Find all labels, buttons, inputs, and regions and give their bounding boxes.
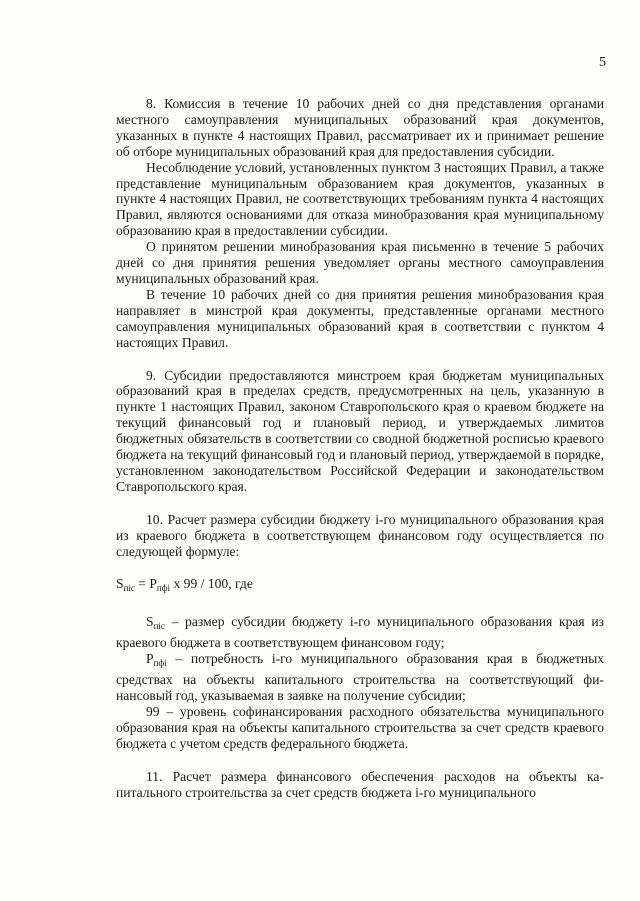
paragraph-8-refusal-grounds: Несоблюдение условий, установленных пунктом 3 настоящих Правил, а также представление муниципальным образованием края документов, указанных в пункте 4 настоящих Правил, не соответствующих требованиям пункта 4 настоящих Правил, являются основаниями для отказа минобразования края муниципальному образованию края в предоставлении субсидии. <box>116 159 604 239</box>
definition-p <box>116 651 604 704</box>
paragraph-9-subsidy-provision: 9. Субсидии предоставляются минстроем края бюджетам муниципальных образований края в пределах средств, предусмотренных на цель, указанную в пункте 1 настоящих Правил, законом Ставропольского края о краевом бюджете на текущий финансовый год и плановый период, и утверждаемых лимитов бюджетных обязательств в соответствии со сводной бюджетной росписью краевого бюджета на текущий финансовый год и плановый период, утверждаемой в порядке, установленном законодательством Российской Федерации и законодательством Ставропольского края. <box>116 367 604 494</box>
definition-p-symbol: $Р_{пфі}$ <box>146 651 167 669</box>
definition-99: 99 – уровень софинансирования расходного обязательства муниципального образования края на объекты капитального строительства за счет средств краевого бюджета с учетом средств федерального бюджета. <box>116 703 604 751</box>
paragraph-8-decision: 8. Комиссия в течение 10 рабочих дней со дня представления органами местного самоуправления муниципальных образований края документов, указанных в пункте 4 настоящих Правил, рассматривает их и принимает решение об отборе муниципальных образований края для предоставления субсидии. <box>116 96 604 159</box>
document-body <box>116 96 604 800</box>
formula-p-symbol: $Р_{пфі}$ <box>149 576 171 594</box>
definition-s-symbol: $S_{піс}$ <box>146 614 165 632</box>
paragraph-11-financing: 11. Расчет размера финансового обеспечения расходов на объекты капитального строительства за счет средств бюджета i-го муниципального <box>116 768 604 800</box>
page-number: 5 <box>599 55 606 70</box>
subsidy-formula <box>116 576 604 597</box>
definition-s <box>116 614 604 651</box>
paragraph-8-notification: О принятом решении минобразования края письменно в течение 5 рабочих дней со дня принятия решения уведомляет органы местного самоуправления муниципальных образований края. <box>116 239 604 286</box>
formula-s-symbol: $S_{піс}$ <box>116 576 135 594</box>
paragraph-8-documents-transfer: В течение 10 рабочих дней со дня принятия решения минобразования края направляет в минстрой края документы, представленные органами местного самоуправления муниципальных образований края в соответствии с пунктом 4 настоящих Правил. <box>116 286 604 350</box>
paragraph-10-calculation: 10. Расчет размера субсидии бюджету i-го муниципального образования края из краевого бюджета в соответствующем финансовом году осуществляется по следующей формуле: <box>116 511 604 559</box>
definition-p-text: – потребность i-го муниципального образования края в бюджетных средствах на объекты капитального строительства на соответствующий финансовый год, указываемая в заявке на получение субсидии; <box>116 651 604 703</box>
definition-s-text: – размер субсидии бюджету i-го муниципального образования края из краевого бюджета в соответствующем финансовом году; <box>116 614 604 651</box>
formula-equals: = <box>134 576 150 592</box>
formula-rest: х 99 / 100, где <box>170 576 253 592</box>
